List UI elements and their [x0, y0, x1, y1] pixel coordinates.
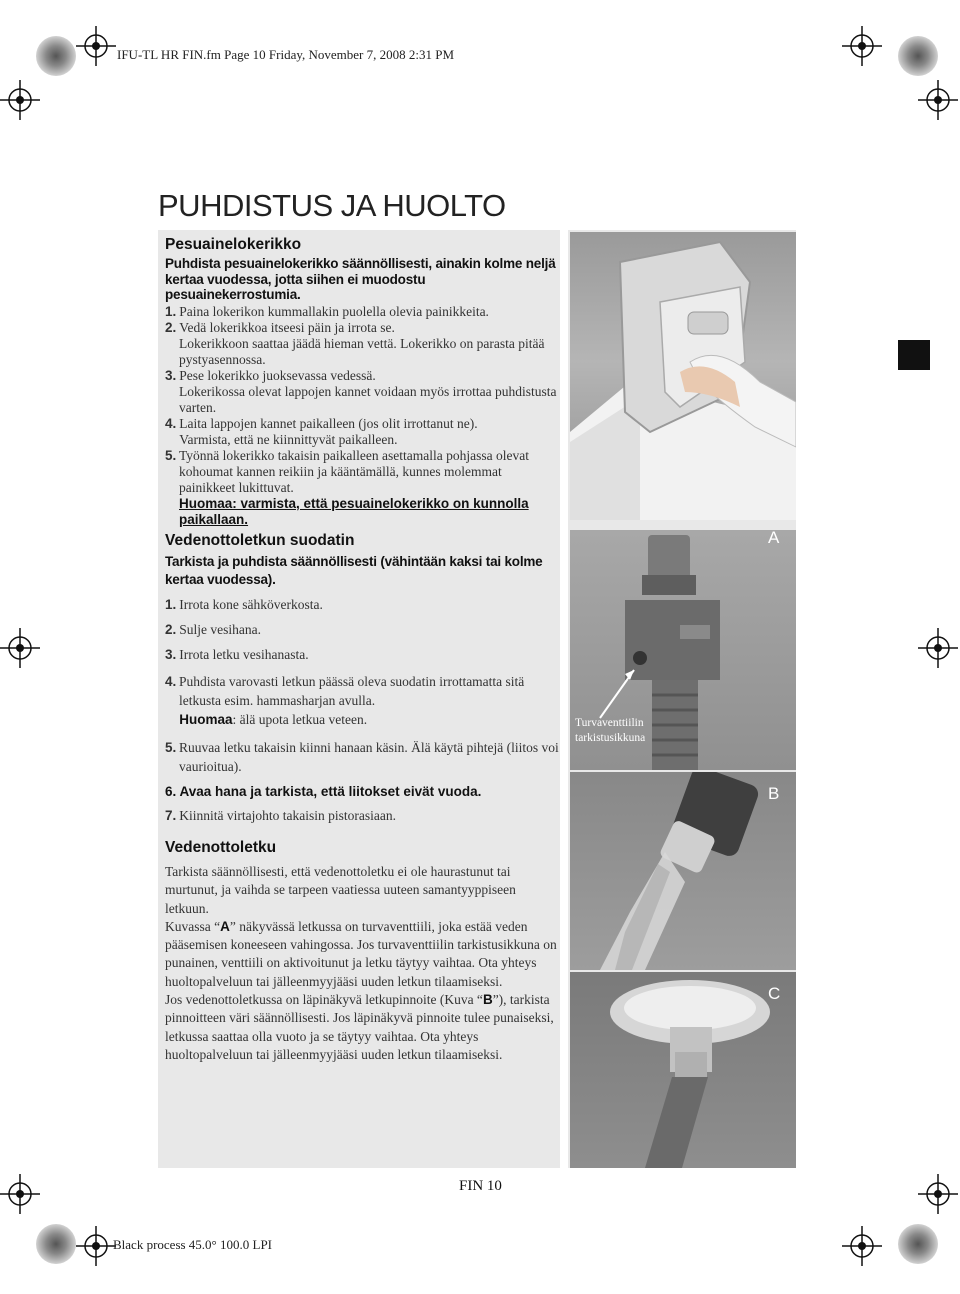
- section-title: Vedenottoletku: [165, 839, 277, 856]
- figure-ref-a: A: [220, 918, 230, 934]
- step-number: 7.: [165, 808, 177, 823]
- note-line: [179, 710, 367, 729]
- step-text: Kiinnitä virtajohto takaisin pistorasiaan.: [179, 808, 396, 823]
- step-item: [165, 784, 560, 800]
- step-item: [165, 710, 560, 729]
- paragraph: Tarkista säännöllisesti, että vedenottoletku ei ole haurastunut tai murtunut, ja vaihda se tarpeen vaatiessa uuteen samantyyppiseen letkuun.: [165, 864, 516, 916]
- step-item: [165, 672, 560, 710]
- step-item: [165, 320, 560, 336]
- step-item: [165, 597, 560, 613]
- step-number: 2.: [165, 622, 177, 637]
- registration-mark-bottom-left: [76, 1226, 116, 1266]
- step-text: Pese lokerikko juoksevassa vedessä.: [179, 367, 376, 383]
- note-label: Huomaa: [179, 712, 233, 727]
- step-list: [165, 304, 560, 528]
- photo-transparent-hose: [570, 772, 796, 970]
- paragraph: [165, 991, 560, 1064]
- safety-valve-caption: [575, 716, 645, 746]
- step-text: Puhdista varovasti letkun päässä oleva suodatin irrottamatta sitä letkusta esim. hammasharjan avulla.: [179, 674, 525, 708]
- step-number: 1.: [165, 597, 177, 612]
- color-rosette-top-right: [898, 36, 938, 76]
- step-number: 4.: [165, 415, 177, 431]
- step-item: [165, 416, 560, 432]
- step-text: Vedä lokerikkoa itseesi päin ja irrota se.: [179, 319, 395, 335]
- section-lead: Tarkista ja puhdista säännöllisesti (vähintään kaksi tai kolme kertaa vuodessa).: [165, 554, 543, 587]
- figure-ref-b: B: [482, 992, 493, 1008]
- caption-line: Turvaventtiilin: [575, 717, 644, 729]
- color-rosette-bottom-left: [36, 1224, 76, 1264]
- registration-mark-top-right: [842, 26, 882, 66]
- step-bold-text: 6. Avaa hana ja tarkista, että liitokset eivät vuoda.: [165, 784, 482, 799]
- step-text: Laita lappojen kannet paikalleen (jos olit irrottanut ne).: [179, 415, 478, 431]
- registration-mark-bottom-left-side: [0, 1174, 40, 1214]
- page-number: FIN 10: [459, 1178, 502, 1194]
- figure-label-c: C: [768, 984, 781, 1003]
- drawer-illustration: [570, 232, 796, 520]
- step-number: 1.: [165, 303, 177, 319]
- section-title: Vedenottoletkun suodatin: [165, 532, 355, 549]
- step-text: Lokerikkoon saattaa jäädä hieman vettä. Lokerikko on parasta pitää pystyasennossa.: [179, 335, 545, 367]
- paragraph: [165, 918, 560, 991]
- figure-label-b: B: [768, 784, 780, 803]
- step-item: [165, 368, 560, 384]
- print-header: IFU-TL HR FIN.fm Page 10 Friday, November 7, 2008 2:31 PM: [117, 47, 455, 62]
- registration-mark-bottom-right: [842, 1226, 882, 1266]
- step-number: 5.: [165, 447, 177, 463]
- text-run: Jos vedenottoletkussa on läpinäkyvä letkupinnoite (Kuva “: [165, 992, 483, 1008]
- section-body: [165, 863, 560, 1064]
- caption-line: tarkistusikkuna: [575, 732, 646, 744]
- text-run: Kuvassa “: [165, 918, 221, 934]
- step-item: [165, 384, 560, 416]
- hose-b-illustration: [570, 772, 796, 970]
- step-text: Työnnä lokerikko takaisin paikalleen asettamalla pohjassa olevat kohoumat kannen reikiin ja kääntämällä, kunnes molemmat painikkeet lukittuvat.: [179, 447, 529, 495]
- step-item: [165, 622, 560, 638]
- text-run: ”), tarkista pinnoitteen väri säännöllisesti. Jos läpinäkyvä pinnoite tulee punaiseksi, letkussa saattaa olla vuoto ja se täytyy vaihtaa. Ota yhteys huoltopalveluun tai jälleenmyyjääsi uuden letkun tilaamiseksi.: [165, 992, 554, 1062]
- registration-mark-right-middle: [918, 628, 958, 668]
- step-text: Sulje vesihana.: [179, 622, 261, 637]
- figure-label-a: A: [768, 528, 780, 547]
- registration-mark-left-middle: [0, 628, 40, 668]
- important-note: Huomaa: varmista, että pesuainelokerikko on kunnolla paikallaan.: [179, 495, 529, 527]
- step-item: [165, 647, 560, 663]
- step-number: 3.: [165, 367, 177, 383]
- step-item: [165, 448, 560, 496]
- color-rosette-top-left: [36, 36, 76, 76]
- step-list: [165, 597, 560, 824]
- step-item: [165, 304, 560, 320]
- registration-mark-top-left: [76, 26, 116, 66]
- registration-mark-right-top: [918, 80, 958, 120]
- step-number: 4.: [165, 674, 177, 689]
- step-item: [165, 738, 560, 776]
- registration-mark-right-bottom: [918, 1174, 958, 1214]
- section-thumb-tab: [898, 340, 930, 370]
- section-lead: Puhdista pesuainelokerikko säännöllisesti, ainakin kolme neljä kertaa vuodessa, jotta siihen ei muodostu pesuainekerrostumia.: [165, 256, 556, 302]
- color-rosette-bottom-right: [898, 1224, 938, 1264]
- step-number: 5.: [165, 740, 177, 755]
- section-hose-filter: [165, 532, 560, 824]
- photo-hose-c: [570, 972, 796, 1168]
- section-title: Pesuainelokerikko: [165, 236, 302, 253]
- step-number: 2.: [165, 319, 177, 335]
- step-text: Lokerikossa olevat lappojen kannet voidaan myös irrottaa puhdistusta varten.: [179, 383, 557, 415]
- step-item: [165, 496, 560, 528]
- hose-c-illustration: [570, 972, 796, 1168]
- step-item: [165, 336, 560, 368]
- step-text: Irrota letku vesihanasta.: [179, 647, 309, 662]
- step-text: Irrota kone sähköverkosta.: [179, 597, 323, 612]
- photo-detergent-drawer: [570, 232, 796, 520]
- text-run: ” näkyvässä letkussa on turvaventtiili, joka estää veden pääsemisen koneeseen vahingossa. Jos turvaventtiilin tarkistusikkuna on punainen, venttiili on aktivoitunut ja letku täytyy vaihtaa. Ota yhteys huoltopalveluun tai jälleenmyyjääsi uuden letkun tilaamiseksi.: [165, 918, 557, 989]
- step-number: 3.: [165, 647, 177, 662]
- step-item: [165, 808, 560, 824]
- page-title: PUHDISTUS JA HUOLTO: [158, 188, 506, 223]
- section-detergent-drawer: [165, 236, 560, 528]
- step-text: Paina lokerikon kummallakin puolella olevia painikkeita.: [179, 303, 489, 319]
- note-text: : älä upota letkua veteen.: [232, 712, 368, 727]
- step-text: Ruuvaa letku takaisin kiinni hanaan käsin. Älä käytä pihtejä (liitos voi vaurioitua).: [179, 740, 559, 774]
- print-footer: Black process 45.0° 100.0 LPI: [113, 1237, 273, 1252]
- section-inlet-hose: [165, 839, 560, 1064]
- step-item: [165, 432, 560, 448]
- step-text: Varmista, että ne kiinnittyvät paikalleen.: [179, 431, 398, 447]
- registration-mark-top-left-side: [0, 80, 40, 120]
